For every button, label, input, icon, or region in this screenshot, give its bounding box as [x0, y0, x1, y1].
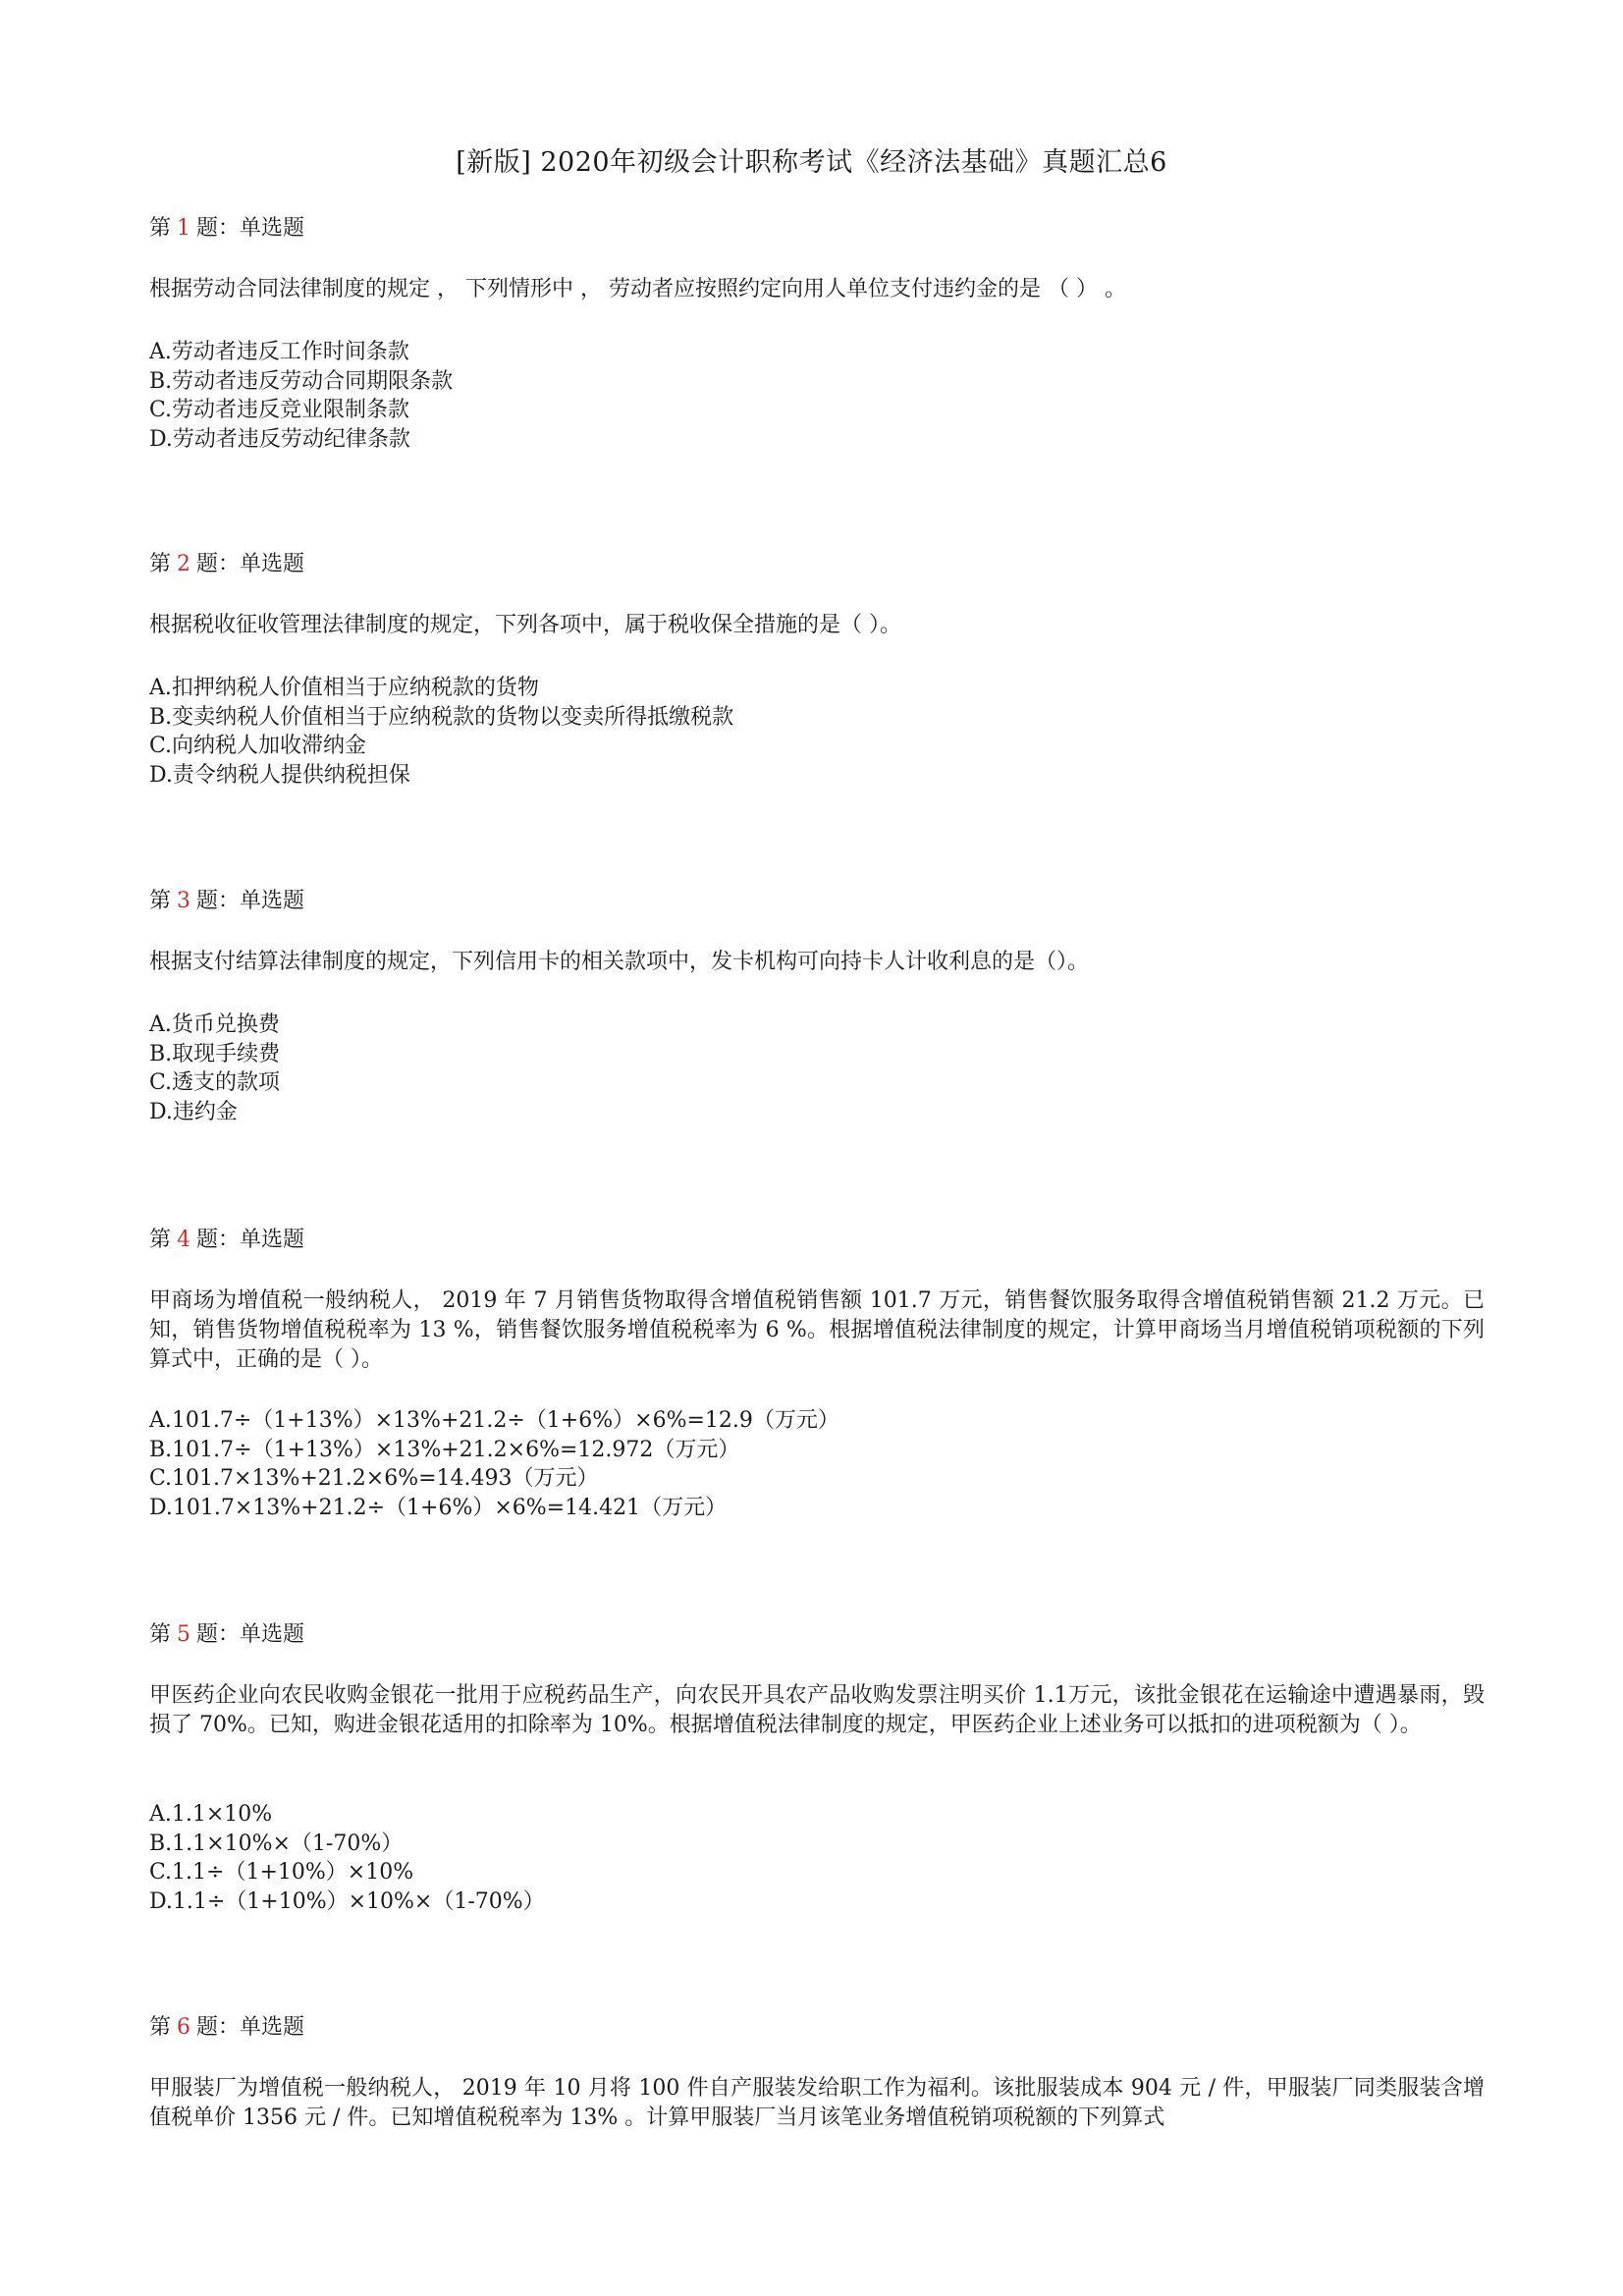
- question-stem: 根据劳动合同法律制度的规定 ， 下列情形中 ， 劳动者应按照约定向用人单位支付违约金的是 （ ） 。: [149, 277, 1126, 301]
- question-header: [149, 214, 304, 244]
- option-list: [149, 1406, 1485, 1522]
- option-b: B.1.1×10%×（1-70%）: [149, 1831, 404, 1856]
- option-b: B.变卖纳税人价值相当于应纳税款的货物以变卖所得抵缴税款: [149, 704, 734, 730]
- question-stem: 甲医药企业向农民收购金银花一批用于应税药品生产，向农民开具农产品收购发票注明买价 1.1万元，该批金银花在运输途中遭遇暴雨，毁损了 70%。已知，购进金银花适用的扣除率为 10%。根据增值税法律制度的规定，甲医药企业上述业务可以抵扣的进项税额为（ ）。: [149, 1683, 1485, 1737]
- question-stem: 甲商场为增值税一般纳税人， 2019 年 7 月销售货物取得含增值税销售额 101.7 万元，销售餐饮服务取得含增值税销售额 21.2 万元。已知，销售货物增值税税率为 13 %，销售餐饮服务增值税税率为 6 %。根据增值税法律制度的规定，计算甲商场当月增值税销项税额的下列算式中，正确的是（ ）。: [149, 1288, 1485, 1372]
- option-b: B.取现手续费: [149, 1041, 281, 1066]
- question-number: 6: [177, 2015, 191, 2040]
- option-a: A.101.7÷（1+13%）×13%+21.2÷（1+6%）×6%=12.9（万元）: [149, 1408, 839, 1433]
- question-type: 题：单选题: [196, 216, 305, 241]
- question-prefix: 第: [149, 552, 172, 576]
- option-list: [149, 338, 1485, 454]
- question-stem: 根据支付结算法律制度的规定，下列信用卡的相关款项中，发卡机构可向持卡人计收利息的是（）。: [149, 950, 1090, 974]
- question-type: 题：单选题: [196, 1622, 305, 1647]
- option-list: [149, 674, 1485, 790]
- option-c: C.101.7×13%+21.2×6%=14.493（万元）: [149, 1466, 599, 1491]
- question-number: 4: [177, 1228, 191, 1252]
- question-prefix: 第: [149, 216, 172, 241]
- option-a: A.劳动者违反工作时间条款: [149, 340, 409, 364]
- option-a: A.扣押纳税人价值相当于应纳税款的货物: [149, 676, 539, 700]
- option-list: [149, 1011, 1485, 1126]
- option-c: C.透支的款项: [149, 1070, 281, 1095]
- option-c: C.向纳税人加收滞纳金: [149, 734, 367, 758]
- option-b: B.劳动者违反劳动合同期限条款: [149, 368, 454, 394]
- option-b: B.101.7÷（1+13%）×13%+21.2×6%=12.972（万元）: [149, 1437, 740, 1462]
- question-type: 题：单选题: [196, 1228, 305, 1252]
- option-d: D.违约金: [149, 1099, 238, 1124]
- option-d: D.1.1÷（1+10%）×10%×（1-70%）: [149, 1888, 545, 1914]
- question-prefix: 第: [149, 1622, 172, 1647]
- question-header: [149, 1620, 304, 1650]
- question-header: [149, 1226, 304, 1255]
- question-prefix: 第: [149, 2015, 172, 2040]
- option-d: D.劳动者违反劳动纪律条款: [149, 426, 410, 452]
- question-type: 题：单选题: [196, 889, 305, 913]
- option-a: A.货币兑换费: [149, 1012, 280, 1037]
- option-d: D.责令纳税人提供纳税担保: [149, 762, 410, 788]
- question-number: 2: [177, 552, 191, 576]
- option-c: C.劳动者违反竞业限制条款: [149, 398, 410, 422]
- document-title: [新版] 2020年初级会计职称考试《经济法基础》真题汇总6: [456, 147, 1167, 178]
- option-d: D.101.7×13%+21.2÷（1+6%）×6%=14.421（万元）: [149, 1495, 728, 1520]
- question-header: [149, 887, 304, 916]
- question-stem: 根据税收征收管理法律制度的规定，下列各项中，属于税收保全措施的是（ ）。: [149, 613, 901, 637]
- question-type: 题：单选题: [196, 2015, 305, 2040]
- question-stem: 甲服装厂为增值税一般纳税人， 2019 年 10 月将 100 件自产服装发给职工作为福利。该批服装成本 904 元 / 件，甲服装厂同类服装含增值税单价 1356 元 / 件。已知增值税税率为 13% 。计算甲服装厂当月该笔业务增值税销项税额的下列算式: [149, 2076, 1485, 2130]
- question-header: [149, 2013, 304, 2043]
- question-header: [149, 550, 304, 579]
- option-a: A.1.1×10%: [149, 1802, 273, 1827]
- option-c: C.1.1÷（1+10%）×10%: [149, 1860, 414, 1885]
- option-list: [149, 1800, 1485, 1916]
- question-type: 题：单选题: [196, 552, 305, 576]
- question-number: 1: [177, 216, 191, 241]
- question-prefix: 第: [149, 1228, 172, 1252]
- question-prefix: 第: [149, 889, 172, 913]
- question-number: 3: [177, 889, 191, 913]
- question-number: 5: [177, 1622, 191, 1647]
